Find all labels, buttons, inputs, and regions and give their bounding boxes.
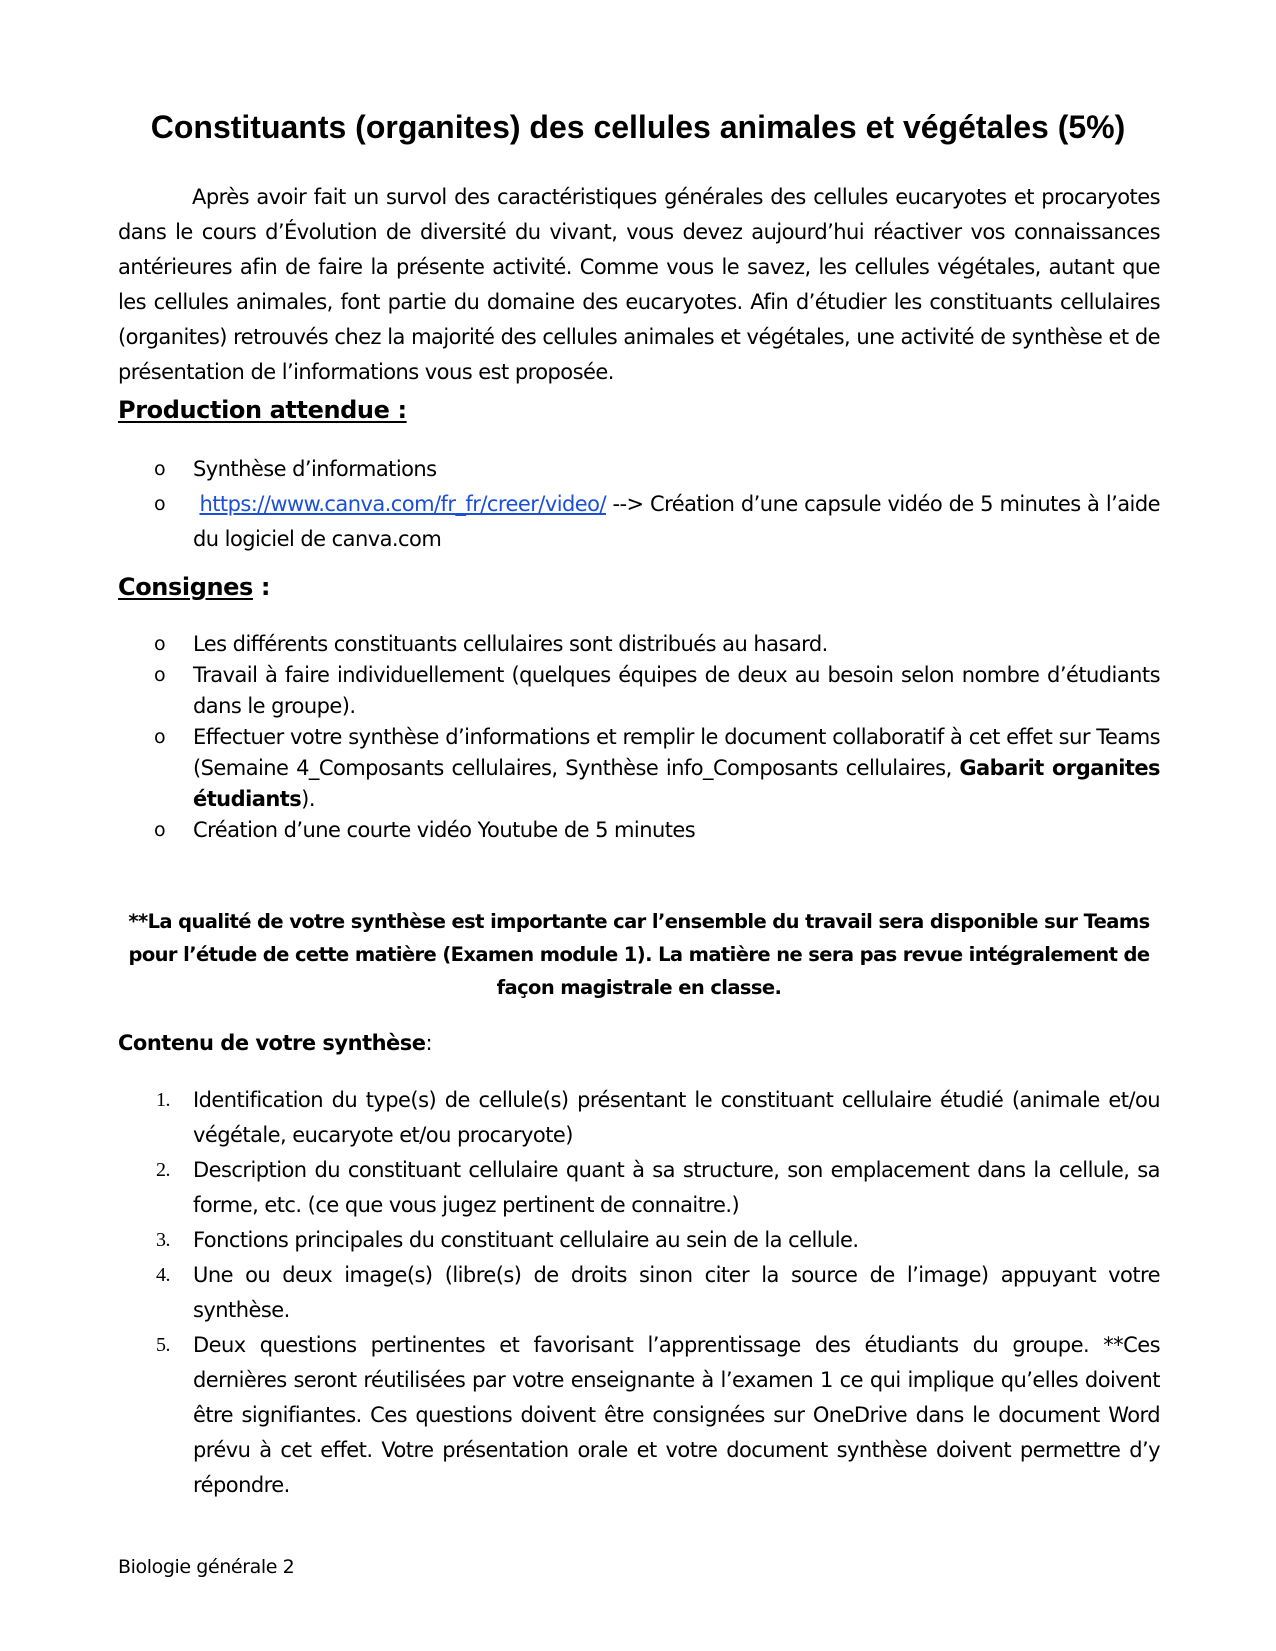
list-item [118, 1223, 1160, 1258]
consignes-list [118, 629, 1160, 846]
bullet-marker: o [154, 664, 166, 686]
page-footer: Biologie générale 2 [118, 1556, 295, 1578]
consigne-text: Effectuer votre synthèse d’informations et remplir le document collaboratif à cet effet sur Teams (Semaine 4_Composants cellulaires, Synthèse info_Composants cellulaires, [193, 725, 1160, 780]
consignes-heading-word: Consignes [118, 573, 253, 601]
canva-link[interactable]: https://www.canva.com/fr_fr/creer/video/ [199, 492, 606, 516]
list-item [118, 487, 1160, 557]
document-title: Constituants (organites) des cellules animales et végétales (5%) [150, 109, 1126, 146]
list-number: 4. [156, 1264, 170, 1286]
contenu-item-text: Identification du type(s) de cellule(s) présentant le constituant cellulaire étudié (animale et/ou végétale, eucaryote et/ou procaryote) [193, 1088, 1160, 1147]
consigne-bold-text: Gabarit organites étudiants [193, 756, 1160, 811]
bullet-marker: o [154, 633, 166, 655]
contenu-item-text: Description du constituant cellulaire quant à sa structure, son emplacement dans la cellule, sa forme, etc. (ce que vous jugez pertinent de connaitre.) [193, 1158, 1160, 1217]
contenu-colon: : [425, 1031, 433, 1055]
list-item [118, 660, 1160, 722]
consigne-text: Les différents constituants cellulaires sont distribués au hasard. [193, 632, 828, 656]
intro-paragraph: Après avoir fait un survol des caractéristiques générales des cellules eucaryotes et procaryotes dans le cours d’Évolution de diversité du vivant, vous devez aujourd’hui réactiver vos connaissances antérieures afin de faire la présente activité. Comme vous le savez, les cellules végétales, autant que les cellules animales, font partie du domaine des eucaryotes. Afin d’étudier les constituants cellulaires (organites) retrouvés chez la majorité des cellules animales et végétales, une activité de synthèse et de présentation de l’informations vous est proposée. [118, 185, 1160, 384]
contenu-heading [118, 1027, 432, 1059]
production-heading [118, 394, 407, 426]
list-number: 1. [156, 1089, 170, 1111]
contenu-item-text: Une ou deux image(s) (libre(s) de droits sinon citer la source de l’image) appuyant votre synthèse. [193, 1263, 1160, 1322]
production-list [118, 452, 1160, 557]
list-number: 5. [156, 1334, 170, 1356]
consigne-text: Travail à faire individuellement (quelques équipes de deux au besoin selon nombre d’étudiants dans le groupe). [193, 663, 1160, 718]
list-item [118, 629, 1160, 660]
consignes-heading-colon: : [252, 573, 271, 601]
bullet-marker: o [154, 726, 166, 748]
consigne-text: Création d’une courte vidéo Youtube de 5 minutes [193, 818, 696, 842]
consignes-heading [118, 571, 270, 603]
production-item-text: Synthèse d’informations [193, 457, 437, 481]
contenu-label: Contenu de votre synthèse [118, 1031, 426, 1055]
bullet-marker: o [154, 493, 166, 515]
list-item [118, 1153, 1160, 1223]
list-item [118, 1083, 1160, 1153]
list-item [118, 1258, 1160, 1328]
contenu-item-text: Deux questions pertinentes et favorisant l’apprentissage des étudiants du groupe. **Ces dernières seront réutilisées par votre enseignante à l’examen 1 ce qui implique qu’elles doivent être signifiantes. Ces questions doivent être consignées sur OneDrive dans le document Word prévu à cet effet. Votre présentation orale et votre document synthèse doivent permettre d’y répondre. [193, 1333, 1160, 1497]
important-note: **La qualité de votre synthèse est importante car l’ensemble du travail sera disponible sur Teams pour l’étude de cette matière (Examen module 1). La matière ne sera pas revue intégralement de façon magistrale en classe. [128, 910, 1150, 999]
list-number: 2. [156, 1159, 170, 1181]
list-item [118, 815, 1160, 846]
bullet-marker: o [154, 819, 166, 841]
contenu-list [118, 1083, 1160, 1503]
bullet-marker: o [154, 458, 166, 480]
list-item [118, 452, 1160, 487]
list-item [118, 1328, 1160, 1503]
list-number: 3. [156, 1229, 170, 1251]
consigne-text: ). [301, 787, 315, 811]
list-item [118, 722, 1160, 815]
production-item-text: --> Création d’une capsule vidéo de 5 minutes à l’aide du logiciel de canva.com [193, 492, 1160, 551]
contenu-item-text: Fonctions principales du constituant cellulaire au sein de la cellule. [193, 1228, 859, 1252]
production-heading-text: Production attendue : [118, 396, 407, 424]
